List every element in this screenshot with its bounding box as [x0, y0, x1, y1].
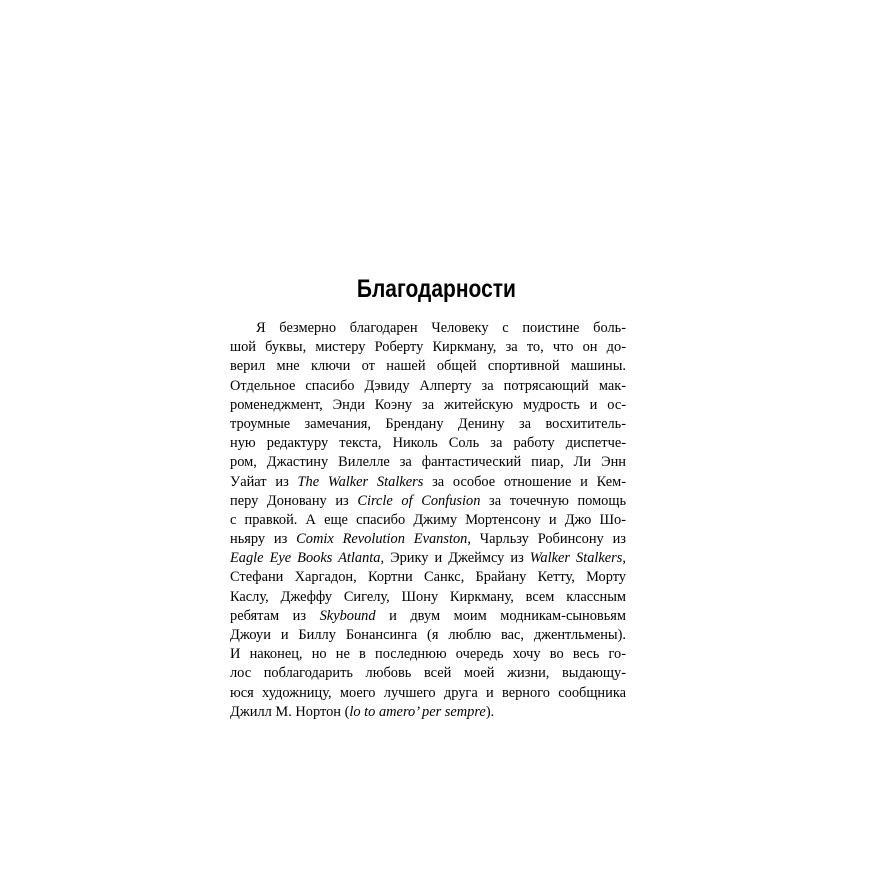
italic-title-text: Circle of Confusion [357, 492, 481, 509]
text-run: Каслу, Джеффу Сигелу, Шону Киркману, всем классным [230, 588, 626, 605]
text-line [230, 319, 626, 338]
text-line [230, 473, 626, 492]
text-line [230, 415, 626, 434]
text-run: , Эрику и Джеймсу из [380, 550, 530, 567]
text-run: ребятам из [230, 607, 320, 624]
italic-title-text: The Walker Stalkers [297, 473, 424, 490]
text-run: шой буквы, мистеру Роберту Киркману, за то, что он до- [230, 339, 626, 356]
text-run: Уайат из [230, 473, 298, 490]
text-line [230, 453, 626, 472]
text-line [230, 377, 626, 396]
text-run: И наконец, но не в последнюю очередь хочу во весь го- [230, 646, 626, 663]
text-run: Я безмерно благодарен Человеку с поистине боль- [256, 320, 626, 336]
italic-title-text: Skybound [319, 607, 376, 624]
text-run: Стефани Харгадон, Кортни Санкс, Брайану Кетту, Морту [230, 569, 626, 586]
text-line [230, 607, 626, 626]
italic-title-text: Walker Stalkers [529, 550, 623, 567]
text-run: лос поблагодарить любовь всей моей жизни, выдающу- [230, 665, 626, 682]
text-line [230, 703, 626, 722]
text-line [230, 511, 626, 530]
text-run: ную редактуру текста, Николь Соль за работу диспетче- [230, 435, 626, 452]
text-run: и двум моим модникам-сыновьям [375, 607, 626, 624]
italic-title-text: Comix Revolution Evanston [296, 531, 468, 548]
acknowledgements-paragraph [230, 319, 626, 722]
text-run: перу Доновану из [230, 492, 358, 509]
text-line [230, 549, 626, 568]
text-run: за точечную помощь [480, 492, 627, 509]
text-run: с правкой. А еще спасибо Джиму Мортенсону и Джо Шо- [230, 511, 626, 528]
text-line [230, 434, 626, 453]
italic-title-text: Eagle Eye Books Atlanta [230, 550, 381, 567]
text-line [230, 357, 626, 376]
text-line [230, 684, 626, 703]
text-run: роменеджмент, Энди Коэну за житейскую мудрость и ос- [230, 396, 626, 413]
text-line [230, 396, 626, 415]
page-title: Благодарности [356, 275, 516, 303]
text-run: ром, Джастину Вилелле за фантастический пиар, Ли Энн [230, 454, 626, 471]
text-run: , Чарльзу Робинсону из [467, 531, 626, 548]
text-run: Джоуи и Биллу Бонансинга (я люблю вас, джентльмены). [230, 627, 626, 643]
text-line [230, 664, 626, 683]
text-line [230, 492, 626, 511]
text-line [230, 588, 626, 607]
text-line [230, 530, 626, 549]
text-run: за особое отношение и Кем- [423, 473, 626, 490]
italic-title-text: lo to amero’ per sempre [349, 703, 486, 720]
text-run: , [622, 550, 626, 567]
text-run: ). [485, 703, 495, 720]
text-line [230, 338, 626, 357]
text-run: Отдельное спасибо Дэвиду Алперту за потрясающий мак- [230, 377, 626, 394]
text-line [230, 626, 626, 645]
text-run: ньяру из [230, 531, 297, 548]
text-line [230, 568, 626, 587]
text-run: юся художницу, моего лучшего друга и верного сообщника [230, 684, 626, 701]
text-run: троумные замечания, Брендану Денину за восхититель- [230, 415, 626, 432]
text-line [230, 645, 626, 664]
text-run: Джилл М. Нортон ( [230, 703, 350, 720]
text-run: верил мне ключи от нашей общей спортивной машины. [230, 358, 626, 375]
